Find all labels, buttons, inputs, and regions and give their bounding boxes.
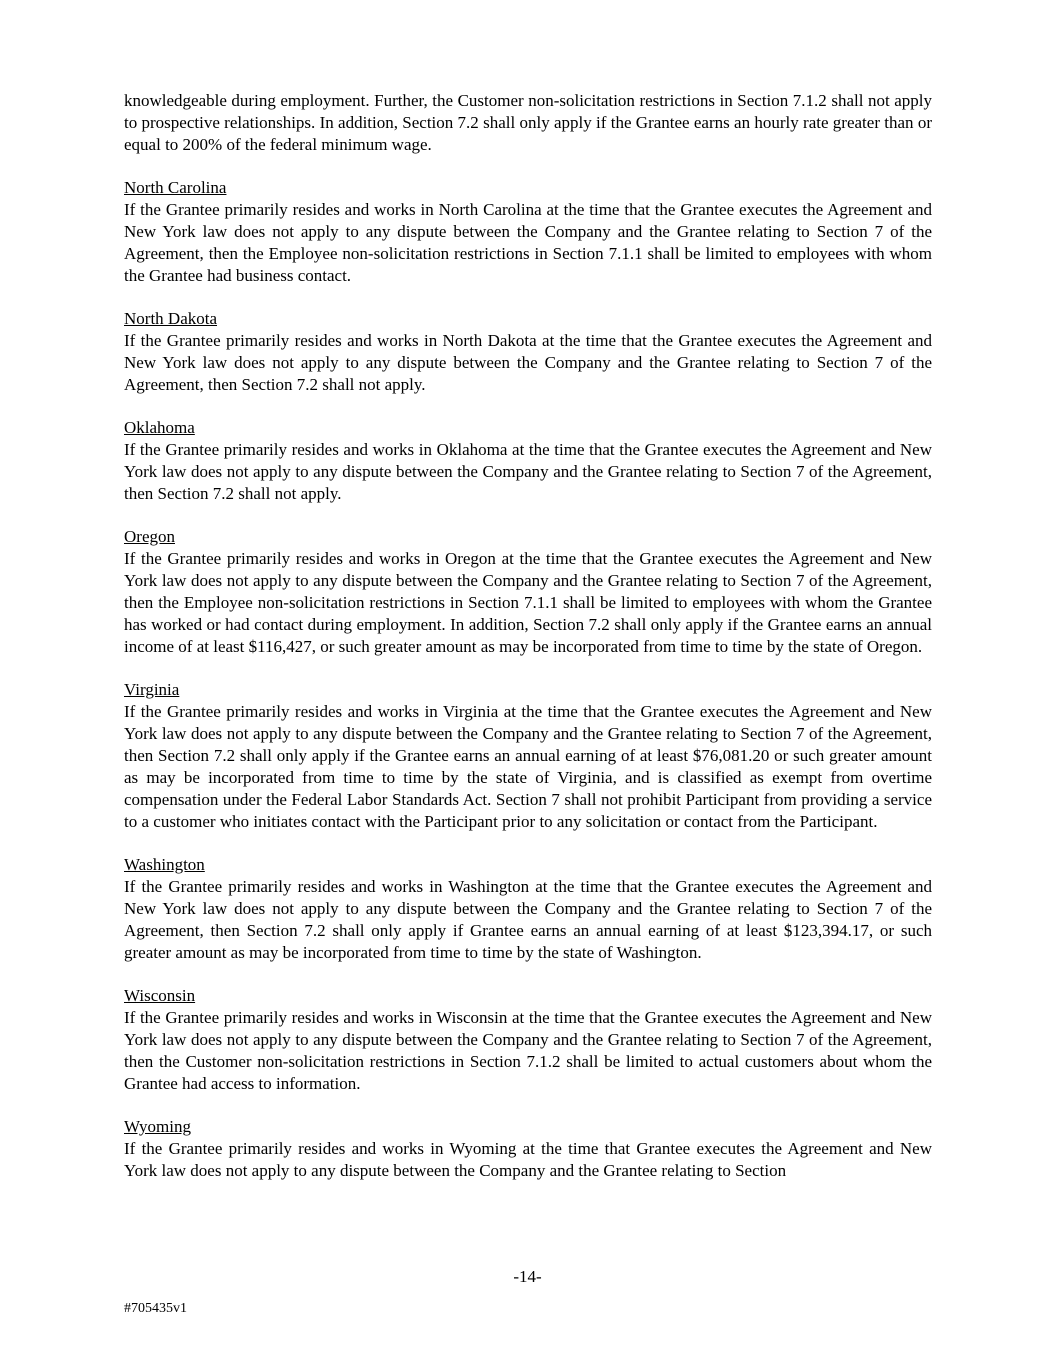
state-section [124,177,932,287]
state-heading: North Dakota [124,309,218,328]
state-heading: Wyoming [124,1117,191,1136]
state-sections [124,177,932,1182]
document-body [124,90,932,1182]
state-section [124,526,932,658]
state-paragraph: If the Grantee primarily resides and works in Oregon at the time that the Grantee executes the Agreement and New York law does not apply to any dispute between the Company and the Grantee relating to Section 7 of the Agreement, then the Employee non-solicitation restrictions in Section 7.1.1 shall be limited to employees with whom the Grantee has worked or had contact during employment. In addition, Section 7.2 shall only apply if the Grantee earns an annual income of at least $116,427, or such greater amount as may be incorporated from time to time by the state of Oregon. [124,549,932,656]
doc-id: #705435v1 [124,1301,187,1316]
state-paragraph: If the Grantee primarily resides and works in North Dakota at the time that the Grantee executes the Agreement and New York law does not apply to any dispute between the Company and the Grantee relating to Section 7 of the Agreement, then Section 7.2 shall not apply. [124,331,932,394]
state-paragraph: If the Grantee primarily resides and works in North Carolina at the time that the Grantee executes the Agreement and New York law does not apply to any dispute between the Company and the Grantee relating to Section 7 of the Agreement, then the Employee non-solicitation restrictions in Section 7.1.1 shall be limited to employees with whom the Grantee had business contact. [124,200,932,285]
state-section [124,854,932,964]
state-section [124,417,932,505]
state-paragraph: If the Grantee primarily resides and works in Virginia at the time that the Grantee executes the Agreement and New York law does not apply to any dispute between the Company and the Grantee relating to Section 7 of the Agreement, then Section 7.2 shall only apply if the Grantee earns an annual earning of at least $76,081.20 or such greater amount as may be incorporated from time to time by the state of Virginia, and is classified as exempt from overtime compensation under the Federal Labor Standards Act. Section 7 shall not prohibit Participant from providing a service to a customer who initiates contact with the Participant prior to any solicitation or contact from the Participant. [124,702,932,831]
state-paragraph: If the Grantee primarily resides and works in Washington at the time that the Grantee executes the Agreement and New York law does not apply to any dispute between the Company and the Grantee relating to Section 7 of the Agreement, then Section 7.2 shall only apply if Grantee earns an annual earning of at least $123,394.17, or such greater amount as may be incorporated from time to time by the state of Washington. [124,877,932,962]
intro-paragraph: knowledgeable during employment. Further, the Customer non-solicitation restrictions in Section 7.1.2 shall not apply to prospective relationships. In addition, Section 7.2 shall only apply if the Grantee earns an hourly rate greater than or equal to 200% of the federal minimum wage. [124,91,932,154]
state-section [124,985,932,1095]
state-paragraph: If the Grantee primarily resides and works in Oklahoma at the time that the Grantee executes the Agreement and New York law does not apply to any dispute between the Company and the Grantee relating to Section 7 of the Agreement, then Section 7.2 shall not apply. [124,440,932,503]
state-heading: Virginia [124,680,180,699]
state-heading: Oklahoma [124,418,195,437]
state-heading: Wisconsin [124,986,196,1005]
state-section [124,308,932,396]
state-heading: Washington [124,855,205,874]
state-paragraph: If the Grantee primarily resides and works in Wisconsin at the time that the Grantee executes the Agreement and New York law does not apply to any dispute between the Company and the Grantee relating to Section 7 of the Agreement, then the Customer non-solicitation restrictions in Section 7.1.2 shall be limited to actual customers about whom the Grantee had access to information. [124,1008,932,1093]
state-heading: North Carolina [124,178,227,197]
state-section [124,1116,932,1182]
state-paragraph: If the Grantee primarily resides and works in Wyoming at the time that Grantee executes the Agreement and New York law does not apply to any dispute between the Company and the Grantee relating to Section [124,1139,932,1180]
state-heading: Oregon [124,527,175,546]
page-number: -14- [513,1267,542,1286]
state-section [124,679,932,833]
